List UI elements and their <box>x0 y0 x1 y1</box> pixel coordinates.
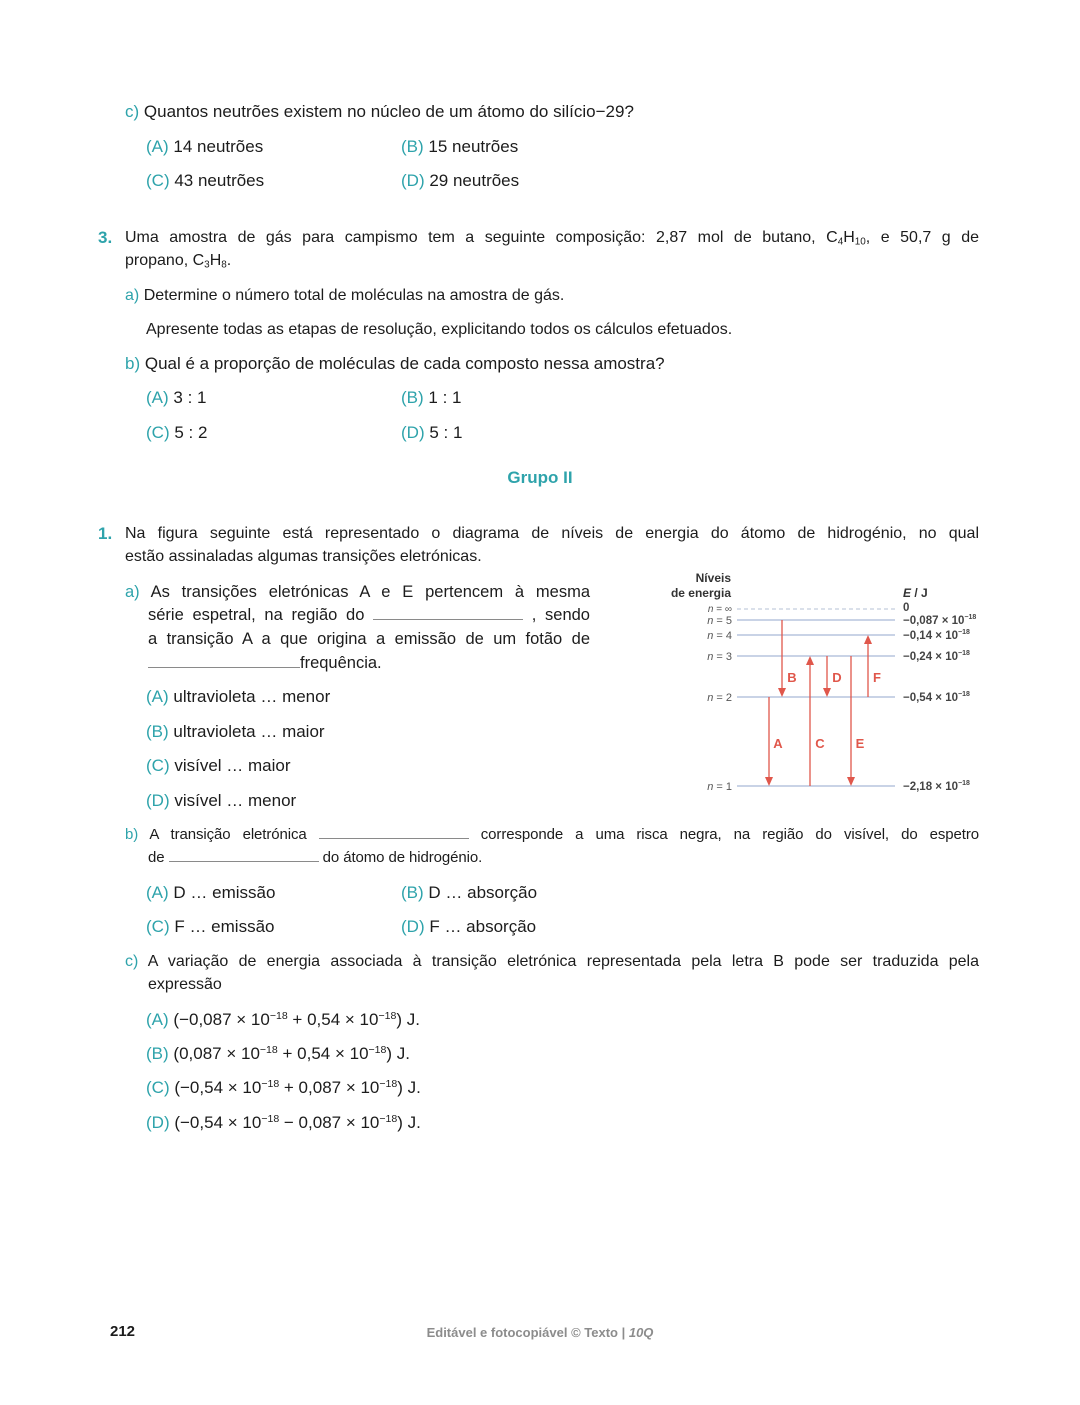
energy-value-4 <box>903 629 970 642</box>
transition-arrow-c <box>806 656 814 786</box>
question-3-stem-line1 <box>125 227 979 249</box>
option-letter: (C) <box>146 423 170 442</box>
stem-text: . <box>226 252 232 269</box>
transition-arrow-b <box>778 620 786 697</box>
option-letter: (C) <box>146 756 170 775</box>
option-text: 15 neutrões <box>428 137 519 156</box>
level-n: = 5 <box>713 615 732 627</box>
option-letter: (A) <box>146 388 169 407</box>
option-term: + 0,54 × 10 <box>277 1044 369 1063</box>
option-a <box>146 1009 420 1031</box>
option-text: ultravioleta … menor <box>173 687 331 706</box>
option-term: ) J. <box>397 1113 421 1132</box>
option-text: D … absorção <box>428 883 538 902</box>
question-1a-line1 <box>125 581 590 603</box>
formula-c: C <box>192 252 205 269</box>
transition-arrow-a <box>765 697 773 786</box>
footer-separator: | <box>617 1325 629 1340</box>
option-exponent: −18 <box>378 1010 397 1023</box>
formula-h: H <box>209 252 222 269</box>
fill-in-blank <box>373 605 523 620</box>
option-term: − 0,087 × 10 <box>279 1113 380 1132</box>
stem-text: Uma amostra de gás para campismo tem a seguinte composição: 2,87 mol de butano, <box>125 229 827 246</box>
level-n: = 1 <box>713 781 732 793</box>
option-text: 5 : 2 <box>174 423 208 442</box>
question-label: b) <box>125 826 139 843</box>
question-number: 3. <box>98 228 113 247</box>
propane-formula <box>193 252 227 269</box>
energy-value-1 <box>903 780 970 793</box>
question-text: A variação de energia associada à transição eletrónica representada pela letra B pode ser traduzida pela <box>147 953 980 970</box>
option-c <box>146 1077 421 1099</box>
question-text: Quantos neutrões existem no núcleo de um átomo do silício−29? <box>143 102 634 121</box>
option-term: (0,087 × 10 <box>173 1044 260 1063</box>
formula-c-sub: 3 <box>204 259 210 271</box>
energy-mantissa: −0,24 × 10 <box>903 651 958 663</box>
level-label-1 <box>707 781 732 793</box>
energy-level-diagram <box>655 565 995 805</box>
level-n: = ∞ <box>713 604 732 615</box>
question-text: Determine o número total de moléculas na amostra de gás. <box>143 287 565 304</box>
option-letter: (C) <box>146 1078 170 1097</box>
option-exponent: −18 <box>379 1113 398 1126</box>
question-3a <box>125 285 564 307</box>
transition-label-b: B <box>787 670 797 685</box>
option-a <box>146 686 330 708</box>
option-term: + 0,087 × 10 <box>279 1078 380 1097</box>
energy-value-5 <box>903 614 976 627</box>
option-letter: (D) <box>146 791 170 810</box>
question-1a-line2 <box>148 604 590 626</box>
transition-arrow-e <box>847 656 855 786</box>
option-letter: (B) <box>401 388 424 407</box>
question-label: b) <box>125 354 141 373</box>
question-1c-line2: expressão <box>148 976 222 993</box>
option-b <box>401 882 537 904</box>
option-a <box>146 882 275 904</box>
question-2c <box>125 101 634 123</box>
option-letter: (A) <box>146 1010 169 1029</box>
transition-label-e: E <box>855 736 865 751</box>
option-text: ultravioleta … maior <box>173 722 325 741</box>
n-var: n <box>707 692 714 704</box>
question-3a-note: Apresente todas as etapas de resolução, explicitando todos os cálculos efetuados. <box>146 321 733 338</box>
question-1a-line3: a transição A a que origina a emissão de um fotão de <box>148 630 590 648</box>
question-text: As transições eletrónicas A e E pertencem à mesma <box>150 583 590 601</box>
transition-label-a: A <box>773 736 783 751</box>
option-b <box>401 136 518 158</box>
formula-h-sub: 8 <box>221 259 227 271</box>
level-label-5 <box>707 615 732 627</box>
option-a <box>146 387 207 409</box>
option-term: (−0,54 × 10 <box>174 1113 262 1132</box>
option-term: ) J. <box>386 1044 411 1063</box>
question-1-stem-line2: estão assinaladas algumas transições eletrónicas. <box>125 548 482 565</box>
option-letter: (D) <box>401 423 425 442</box>
option-d <box>401 170 519 192</box>
question-1a-line4 <box>148 652 382 674</box>
option-letter: (C) <box>146 917 170 936</box>
option-text: D … emissão <box>173 883 276 902</box>
option-d <box>146 790 296 812</box>
level-n: = 2 <box>713 692 732 704</box>
stem-text: , e 50,7 g de <box>865 229 979 246</box>
option-text: visível … maior <box>174 756 291 775</box>
energy-exponent: −18 <box>958 650 970 657</box>
level-label-infinity <box>708 604 732 615</box>
group-title: Grupo II <box>507 468 573 487</box>
option-text: F … absorção <box>429 917 537 936</box>
question-text: de <box>148 849 165 866</box>
option-d <box>146 1112 421 1134</box>
option-text: 14 neutrões <box>173 137 264 156</box>
level-label-4 <box>707 630 732 642</box>
question-label: a) <box>125 583 140 601</box>
fill-in-blank <box>148 653 300 668</box>
energy-value-infinity <box>903 602 909 614</box>
option-letter: (B) <box>146 722 169 741</box>
question-1b-line2 <box>148 847 482 869</box>
diagram-title-line1: Níveis <box>695 571 731 585</box>
option-letter: (A) <box>146 137 169 156</box>
option-term: ) J. <box>396 1010 420 1029</box>
formula-c-sub: 4 <box>837 236 844 248</box>
energy-axis-label <box>903 586 928 600</box>
formula-c: C <box>826 229 838 246</box>
question-label: c) <box>125 102 140 121</box>
page-number: 212 <box>110 1323 136 1340</box>
option-letter: (A) <box>146 883 169 902</box>
footer-code: 10Q <box>628 1325 654 1340</box>
diagram-title-line2: de energia <box>670 586 731 600</box>
transition-label-f: F <box>873 670 881 685</box>
question-1c-line1 <box>125 951 979 973</box>
question-text: , sendo <box>531 606 590 624</box>
fill-in-blank <box>169 847 319 862</box>
option-letter: (C) <box>146 171 170 190</box>
option-b <box>146 721 325 743</box>
question-3-stem-line2 <box>125 250 231 272</box>
question-1b-line1 <box>125 824 979 846</box>
question-text: Qual é a proporção de moléculas de cada composto nessa amostra? <box>144 354 665 373</box>
option-exponent: −18 <box>261 1078 280 1091</box>
n-var: n <box>707 651 714 663</box>
option-text: 43 neutrões <box>174 171 265 190</box>
n-var: n <box>707 781 714 793</box>
option-letter: (D) <box>401 171 425 190</box>
option-letter: (B) <box>401 137 424 156</box>
level-label-3 <box>707 651 732 663</box>
option-text: 3 : 1 <box>173 388 207 407</box>
energy-mantissa: −2,18 × 10 <box>903 781 958 793</box>
option-b <box>146 1043 410 1065</box>
option-term: + 0,54 × 10 <box>287 1010 379 1029</box>
option-d <box>401 422 462 444</box>
footer-text: Editável e fotocopiável © Texto <box>426 1325 618 1340</box>
option-letter: (B) <box>146 1044 169 1063</box>
energy-exponent: −18 <box>958 780 970 787</box>
option-term: (−0,54 × 10 <box>174 1078 262 1097</box>
option-d <box>401 916 536 938</box>
energy-exponent: −18 <box>958 691 970 698</box>
energy-unit: / J <box>911 586 928 600</box>
option-text: 1 : 1 <box>428 388 462 407</box>
question-number: 1. <box>98 524 113 543</box>
option-exponent: −18 <box>379 1078 398 1091</box>
footer-copyright <box>340 1324 740 1342</box>
option-text: 29 neutrões <box>429 171 520 190</box>
question-text: corresponde a uma risca negra, na região do visível, do espetro <box>480 826 979 843</box>
option-term: (−0,087 × 10 <box>173 1010 270 1029</box>
question-1-stem-line1: Na figura seguinte está representado o diagrama de níveis de energia do átomo de hidrogénio, no qual <box>125 525 979 542</box>
question-label: a) <box>125 287 140 304</box>
energy-exponent: −18 <box>958 629 970 636</box>
formula-h-sub: 10 <box>854 236 866 248</box>
energy-mantissa: 0 <box>903 602 910 614</box>
question-3b <box>125 353 665 375</box>
energy-mantissa: −0,087 × 10 <box>903 615 965 627</box>
transition-label-d: D <box>832 670 842 685</box>
transition-arrow-f <box>864 635 872 697</box>
energy-mantissa: −0,54 × 10 <box>903 692 958 704</box>
question-text: A transição eletrónica <box>149 826 307 843</box>
energy-exponent: −18 <box>964 614 977 621</box>
n-var: n <box>707 604 714 615</box>
option-c <box>146 170 264 192</box>
option-exponent: −18 <box>259 1044 278 1057</box>
energy-value-2 <box>903 691 970 704</box>
option-term: ) J. <box>397 1078 421 1097</box>
question-text: do átomo de hidrogénio. <box>322 849 483 866</box>
option-letter: (D) <box>146 1113 170 1132</box>
transition-label-c: C <box>815 736 825 751</box>
option-letter: (B) <box>401 883 424 902</box>
energy-symbol: E <box>903 586 912 600</box>
fill-in-blank <box>319 824 469 839</box>
formula-h: H <box>843 229 855 246</box>
option-text: F … emissão <box>174 917 275 936</box>
energy-mantissa: −0,14 × 10 <box>903 630 958 642</box>
n-var: n <box>707 630 714 642</box>
level-n: = 4 <box>713 630 732 642</box>
option-letter: (A) <box>146 687 169 706</box>
stem-text: propano, <box>125 252 193 269</box>
butane-formula <box>826 229 866 246</box>
level-n: = 3 <box>713 651 732 663</box>
energy-value-3 <box>903 650 970 663</box>
option-exponent: −18 <box>261 1113 280 1126</box>
question-label: c) <box>125 953 139 970</box>
transition-arrow-d <box>823 656 831 697</box>
option-c <box>146 916 274 938</box>
option-c <box>146 755 291 777</box>
question-text: frequência. <box>300 654 382 672</box>
option-text: 5 : 1 <box>429 423 463 442</box>
option-exponent: −18 <box>269 1010 288 1023</box>
n-var: n <box>707 615 714 627</box>
option-c <box>146 422 207 444</box>
question-text: série espetral, na região do <box>148 606 365 624</box>
option-text: visível … menor <box>174 791 297 810</box>
level-label-2 <box>707 692 732 704</box>
option-b <box>401 387 462 409</box>
option-exponent: −18 <box>368 1044 387 1057</box>
option-a <box>146 136 263 158</box>
option-letter: (D) <box>401 917 425 936</box>
